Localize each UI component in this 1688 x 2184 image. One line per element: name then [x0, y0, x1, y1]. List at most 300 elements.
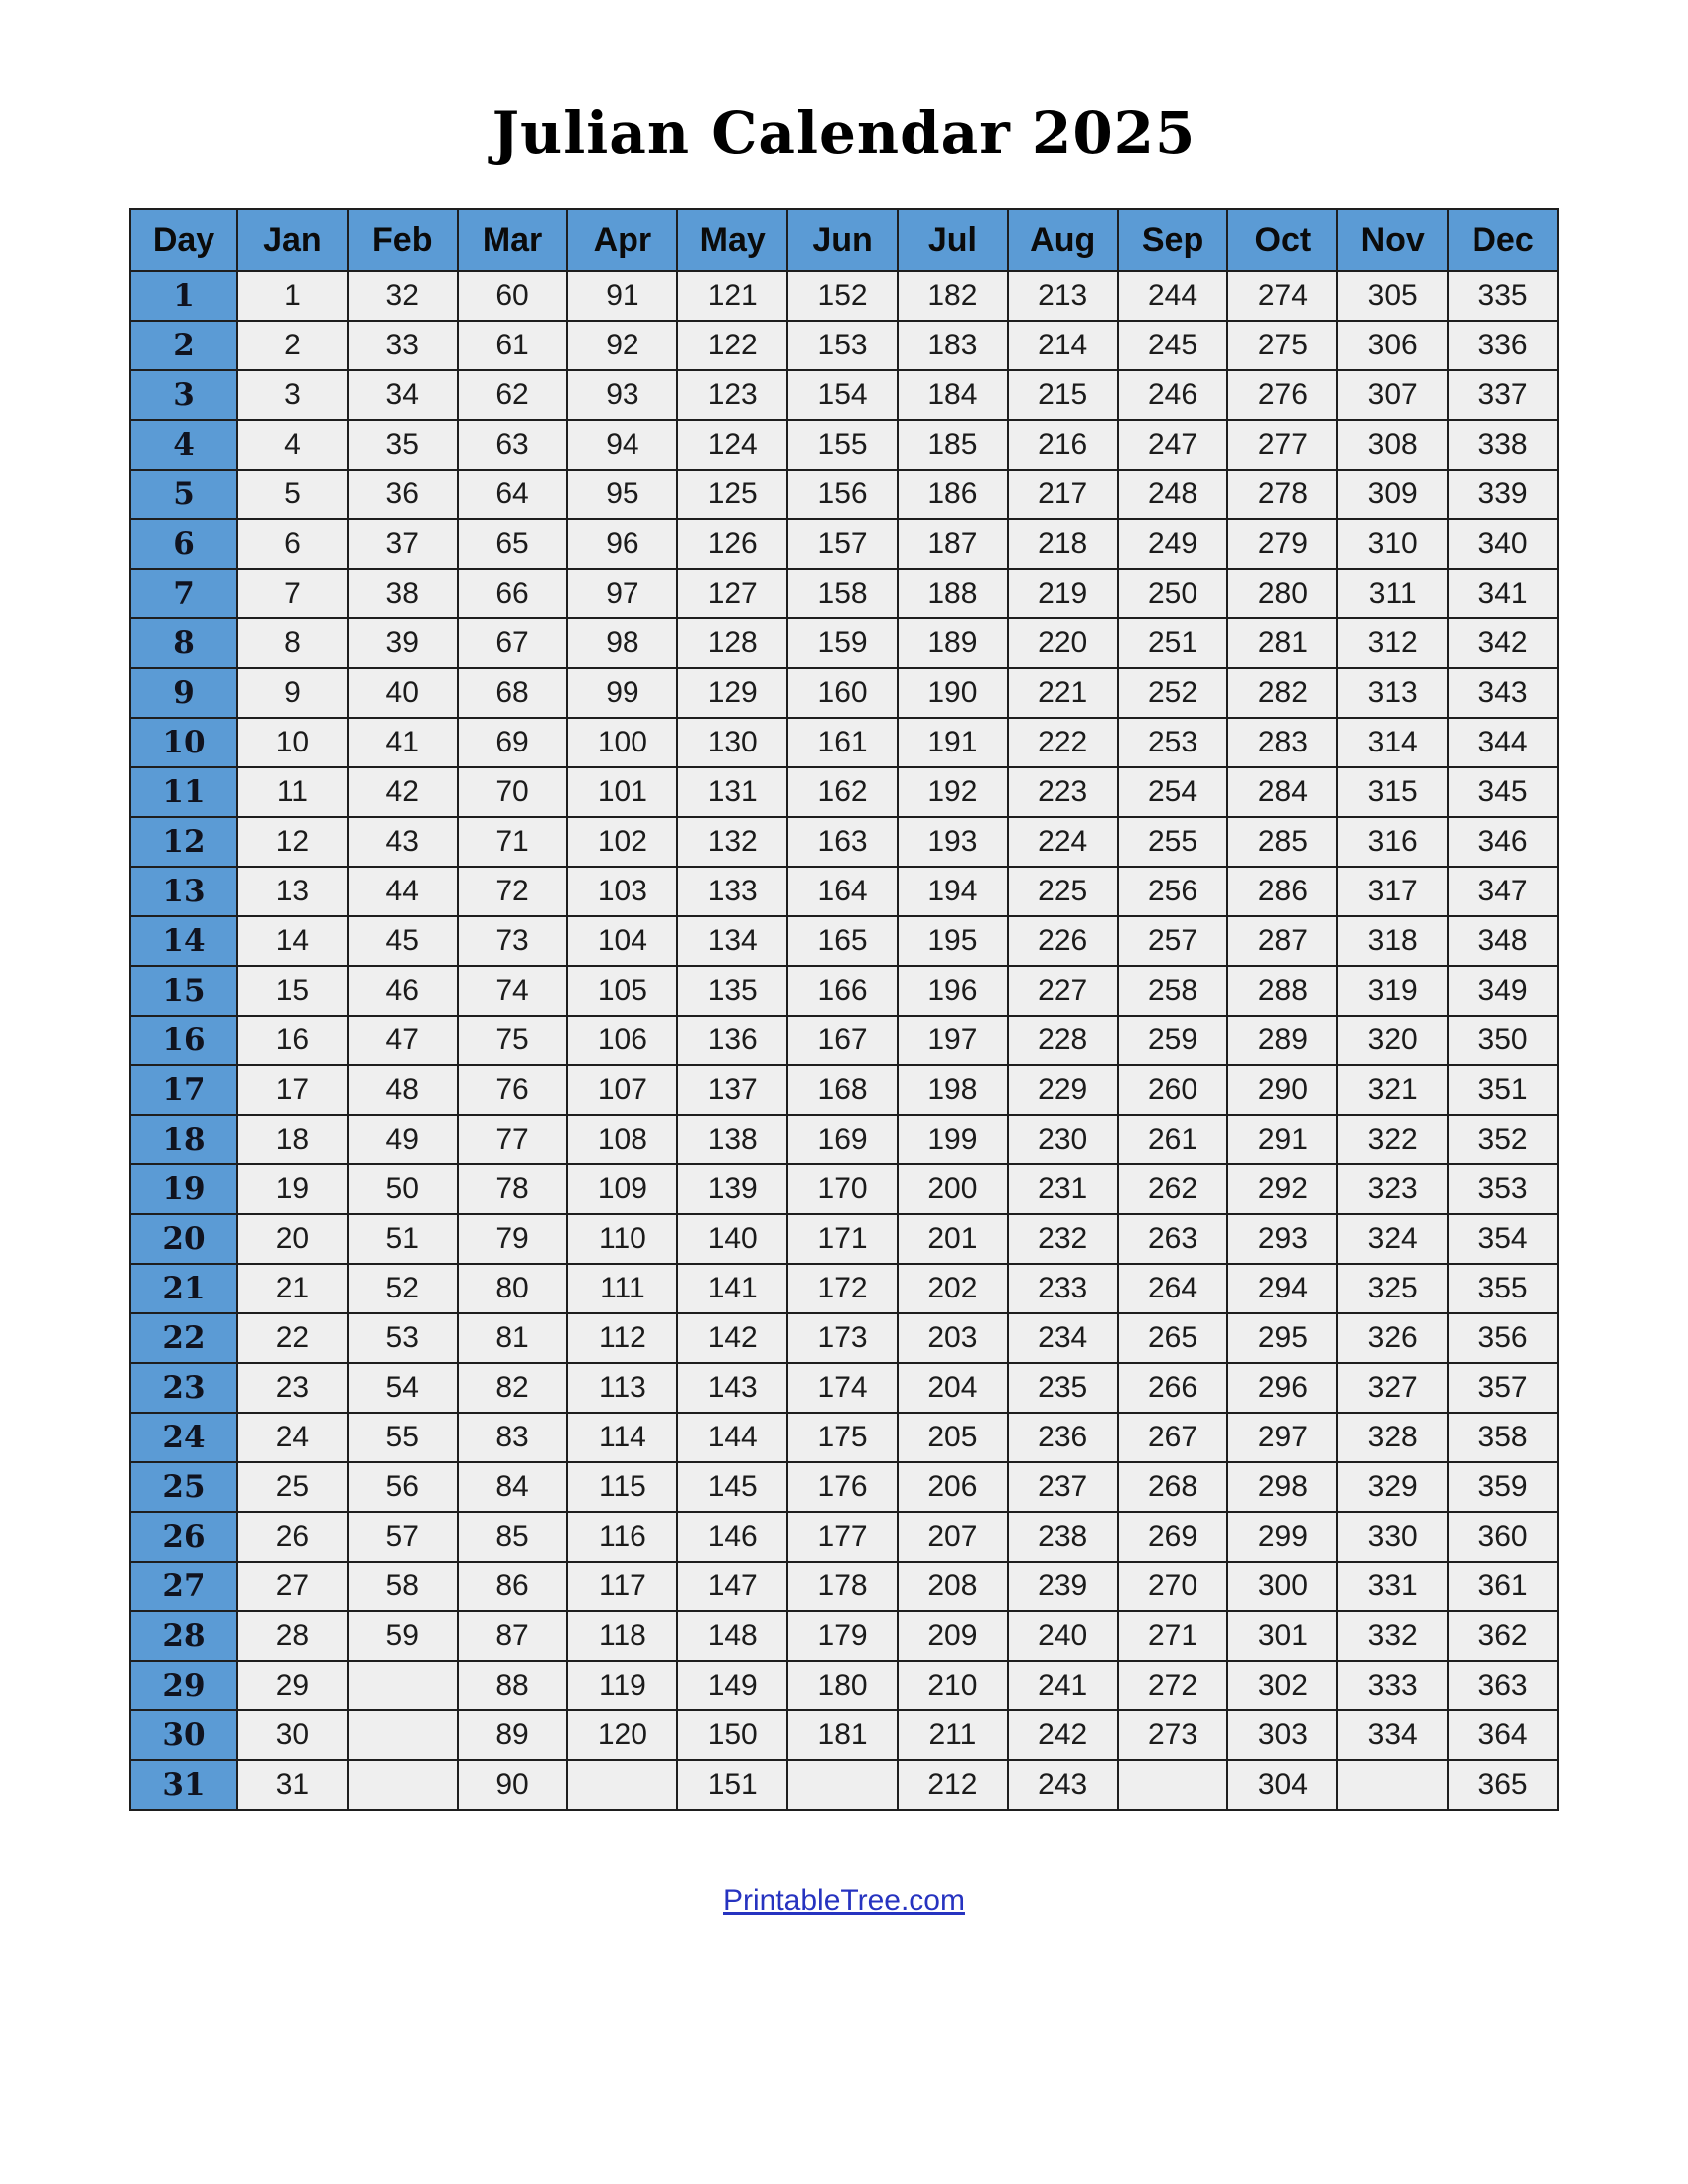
header-month-dec: Dec — [1448, 209, 1558, 271]
julian-day-cell: 103 — [567, 867, 677, 916]
day-cell: 11 — [130, 767, 237, 817]
julian-day-cell: 189 — [898, 618, 1008, 668]
julian-day-cell: 360 — [1448, 1512, 1558, 1562]
julian-day-cell: 264 — [1118, 1264, 1228, 1313]
julian-day-cell: 247 — [1118, 420, 1228, 470]
julian-day-cell: 139 — [677, 1164, 787, 1214]
julian-day-cell: 214 — [1008, 321, 1118, 370]
julian-day-cell: 118 — [567, 1611, 677, 1661]
julian-day-cell: 176 — [787, 1462, 898, 1512]
julian-day-cell: 89 — [458, 1710, 568, 1760]
julian-day-cell: 19 — [237, 1164, 348, 1214]
julian-day-cell: 127 — [677, 569, 787, 618]
julian-day-cell: 278 — [1227, 470, 1337, 519]
julian-day-cell: 181 — [787, 1710, 898, 1760]
julian-day-cell: 262 — [1118, 1164, 1228, 1214]
julian-day-cell: 284 — [1227, 767, 1337, 817]
julian-day-cell: 90 — [458, 1760, 568, 1810]
day-cell: 15 — [130, 966, 237, 1016]
julian-day-cell: 231 — [1008, 1164, 1118, 1214]
julian-day-cell: 136 — [677, 1016, 787, 1065]
julian-day-cell: 290 — [1227, 1065, 1337, 1115]
header-month-nov: Nov — [1337, 209, 1448, 271]
day-cell: 13 — [130, 867, 237, 916]
day-cell: 22 — [130, 1313, 237, 1363]
julian-day-cell: 172 — [787, 1264, 898, 1313]
julian-day-cell: 359 — [1448, 1462, 1558, 1512]
julian-day-cell: 218 — [1008, 519, 1118, 569]
day-cell: 7 — [130, 569, 237, 618]
julian-day-cell: 215 — [1008, 370, 1118, 420]
julian-day-cell: 26 — [237, 1512, 348, 1562]
julian-day-cell: 223 — [1008, 767, 1118, 817]
julian-day-cell: 94 — [567, 420, 677, 470]
day-cell: 3 — [130, 370, 237, 420]
julian-day-cell: 29 — [237, 1661, 348, 1710]
julian-day-cell: 345 — [1448, 767, 1558, 817]
julian-day-cell: 58 — [348, 1562, 458, 1611]
julian-day-cell: 82 — [458, 1363, 568, 1413]
julian-day-cell: 79 — [458, 1214, 568, 1264]
table-row — [130, 867, 1558, 916]
julian-day-cell: 236 — [1008, 1413, 1118, 1462]
julian-day-cell: 273 — [1118, 1710, 1228, 1760]
julian-day-cell: 132 — [677, 817, 787, 867]
julian-day-cell: 207 — [898, 1512, 1008, 1562]
julian-day-cell: 272 — [1118, 1661, 1228, 1710]
julian-day-cell: 282 — [1227, 668, 1337, 718]
table-body — [130, 271, 1558, 1810]
julian-day-cell: 67 — [458, 618, 568, 668]
julian-day-cell: 263 — [1118, 1214, 1228, 1264]
julian-day-cell: 235 — [1008, 1363, 1118, 1413]
julian-day-cell: 306 — [1337, 321, 1448, 370]
julian-day-cell: 166 — [787, 966, 898, 1016]
julian-day-cell: 47 — [348, 1016, 458, 1065]
julian-day-cell: 326 — [1337, 1313, 1448, 1363]
julian-day-cell: 108 — [567, 1115, 677, 1164]
julian-day-cell: 230 — [1008, 1115, 1118, 1164]
julian-day-cell: 111 — [567, 1264, 677, 1313]
julian-day-cell: 7 — [237, 569, 348, 618]
julian-day-cell: 138 — [677, 1115, 787, 1164]
table-row — [130, 817, 1558, 867]
julian-day-cell: 234 — [1008, 1313, 1118, 1363]
day-cell: 30 — [130, 1710, 237, 1760]
julian-day-cell: 265 — [1118, 1313, 1228, 1363]
julian-day-cell: 187 — [898, 519, 1008, 569]
julian-day-cell: 315 — [1337, 767, 1448, 817]
table-row — [130, 1661, 1558, 1710]
julian-day-cell: 53 — [348, 1313, 458, 1363]
julian-day-cell: 62 — [458, 370, 568, 420]
julian-day-cell: 188 — [898, 569, 1008, 618]
julian-day-cell: 237 — [1008, 1462, 1118, 1512]
julian-day-cell: 87 — [458, 1611, 568, 1661]
table-row — [130, 470, 1558, 519]
table-row — [130, 1264, 1558, 1313]
julian-day-cell: 167 — [787, 1016, 898, 1065]
header-month-jan: Jan — [237, 209, 348, 271]
julian-day-cell: 322 — [1337, 1115, 1448, 1164]
julian-day-cell: 15 — [237, 966, 348, 1016]
julian-day-cell: 191 — [898, 718, 1008, 767]
header-day: Day — [130, 209, 237, 271]
julian-day-cell: 69 — [458, 718, 568, 767]
julian-day-cell: 203 — [898, 1313, 1008, 1363]
julian-day-cell: 340 — [1448, 519, 1558, 569]
julian-day-cell: 60 — [458, 271, 568, 321]
julian-day-cell: 217 — [1008, 470, 1118, 519]
table-row — [130, 1115, 1558, 1164]
julian-day-cell: 202 — [898, 1264, 1008, 1313]
julian-day-cell: 9 — [237, 668, 348, 718]
julian-day-cell: 145 — [677, 1462, 787, 1512]
julian-day-cell: 255 — [1118, 817, 1228, 867]
julian-day-cell: 133 — [677, 867, 787, 916]
julian-day-cell: 35 — [348, 420, 458, 470]
julian-day-cell: 347 — [1448, 867, 1558, 916]
julian-day-cell: 147 — [677, 1562, 787, 1611]
day-cell: 17 — [130, 1065, 237, 1115]
julian-day-cell: 309 — [1337, 470, 1448, 519]
julian-day-cell: 241 — [1008, 1661, 1118, 1710]
julian-day-cell: 150 — [677, 1710, 787, 1760]
day-cell: 1 — [130, 271, 237, 321]
julian-day-cell: 156 — [787, 470, 898, 519]
table-row — [130, 1760, 1558, 1810]
table-row — [130, 321, 1558, 370]
julian-day-cell: 341 — [1448, 569, 1558, 618]
julian-day-cell: 251 — [1118, 618, 1228, 668]
header-month-apr: Apr — [567, 209, 677, 271]
julian-calendar-table — [129, 208, 1559, 1811]
empty-cell — [567, 1760, 677, 1810]
julian-day-cell: 3 — [237, 370, 348, 420]
julian-day-cell: 39 — [348, 618, 458, 668]
footer — [0, 1884, 1688, 1918]
julian-day-cell: 328 — [1337, 1413, 1448, 1462]
julian-day-cell: 46 — [348, 966, 458, 1016]
julian-day-cell: 1 — [237, 271, 348, 321]
julian-day-cell: 122 — [677, 321, 787, 370]
julian-day-cell: 68 — [458, 668, 568, 718]
julian-day-cell: 142 — [677, 1313, 787, 1363]
day-cell: 24 — [130, 1413, 237, 1462]
julian-day-cell: 105 — [567, 966, 677, 1016]
julian-day-cell: 66 — [458, 569, 568, 618]
julian-day-cell: 352 — [1448, 1115, 1558, 1164]
julian-day-cell: 146 — [677, 1512, 787, 1562]
day-cell: 18 — [130, 1115, 237, 1164]
julian-day-cell: 338 — [1448, 420, 1558, 470]
julian-day-cell: 205 — [898, 1413, 1008, 1462]
julian-day-cell: 324 — [1337, 1214, 1448, 1264]
julian-day-cell: 37 — [348, 519, 458, 569]
julian-day-cell: 112 — [567, 1313, 677, 1363]
julian-day-cell: 297 — [1227, 1413, 1337, 1462]
table-row — [130, 1512, 1558, 1562]
julian-day-cell: 24 — [237, 1413, 348, 1462]
julian-day-cell: 193 — [898, 817, 1008, 867]
day-cell: 8 — [130, 618, 237, 668]
table-row — [130, 1413, 1558, 1462]
julian-day-cell: 185 — [898, 420, 1008, 470]
julian-day-cell: 36 — [348, 470, 458, 519]
julian-day-cell: 135 — [677, 966, 787, 1016]
julian-day-cell: 43 — [348, 817, 458, 867]
julian-day-cell: 343 — [1448, 668, 1558, 718]
julian-day-cell: 194 — [898, 867, 1008, 916]
julian-day-cell: 267 — [1118, 1413, 1228, 1462]
julian-day-cell: 213 — [1008, 271, 1118, 321]
julian-day-cell: 78 — [458, 1164, 568, 1214]
julian-day-cell: 302 — [1227, 1661, 1337, 1710]
table-row — [130, 519, 1558, 569]
julian-day-cell: 355 — [1448, 1264, 1558, 1313]
julian-day-cell: 219 — [1008, 569, 1118, 618]
julian-day-cell: 197 — [898, 1016, 1008, 1065]
day-cell: 23 — [130, 1363, 237, 1413]
julian-day-cell: 289 — [1227, 1016, 1337, 1065]
julian-day-cell: 180 — [787, 1661, 898, 1710]
julian-day-cell: 174 — [787, 1363, 898, 1413]
julian-day-cell: 221 — [1008, 668, 1118, 718]
header-month-mar: Mar — [458, 209, 568, 271]
julian-day-cell: 173 — [787, 1313, 898, 1363]
julian-day-cell: 346 — [1448, 817, 1558, 867]
julian-day-cell: 285 — [1227, 817, 1337, 867]
day-cell: 28 — [130, 1611, 237, 1661]
julian-day-cell: 41 — [348, 718, 458, 767]
julian-day-cell: 116 — [567, 1512, 677, 1562]
julian-day-cell: 356 — [1448, 1313, 1558, 1363]
julian-day-cell: 97 — [567, 569, 677, 618]
day-cell: 26 — [130, 1512, 237, 1562]
julian-day-cell: 288 — [1227, 966, 1337, 1016]
julian-day-cell: 50 — [348, 1164, 458, 1214]
table-row — [130, 1313, 1558, 1363]
julian-day-cell: 192 — [898, 767, 1008, 817]
julian-day-cell: 160 — [787, 668, 898, 718]
julian-day-cell: 153 — [787, 321, 898, 370]
julian-day-cell: 281 — [1227, 618, 1337, 668]
julian-day-cell: 292 — [1227, 1164, 1337, 1214]
julian-day-cell: 11 — [237, 767, 348, 817]
julian-day-cell: 266 — [1118, 1363, 1228, 1413]
julian-day-cell: 357 — [1448, 1363, 1558, 1413]
julian-day-cell: 104 — [567, 916, 677, 966]
julian-day-cell: 110 — [567, 1214, 677, 1264]
julian-day-cell: 63 — [458, 420, 568, 470]
day-cell: 9 — [130, 668, 237, 718]
julian-day-cell: 49 — [348, 1115, 458, 1164]
julian-day-cell: 276 — [1227, 370, 1337, 420]
julian-day-cell: 52 — [348, 1264, 458, 1313]
julian-day-cell: 55 — [348, 1413, 458, 1462]
julian-day-cell: 71 — [458, 817, 568, 867]
julian-day-cell: 99 — [567, 668, 677, 718]
julian-day-cell: 199 — [898, 1115, 1008, 1164]
julian-day-cell: 349 — [1448, 966, 1558, 1016]
julian-day-cell: 331 — [1337, 1562, 1448, 1611]
empty-cell — [1337, 1760, 1448, 1810]
julian-day-cell: 238 — [1008, 1512, 1118, 1562]
julian-day-cell: 327 — [1337, 1363, 1448, 1413]
julian-day-cell: 106 — [567, 1016, 677, 1065]
empty-cell — [787, 1760, 898, 1810]
julian-day-cell: 56 — [348, 1462, 458, 1512]
julian-day-cell: 330 — [1337, 1512, 1448, 1562]
julian-day-cell: 155 — [787, 420, 898, 470]
julian-day-cell: 64 — [458, 470, 568, 519]
printabletree-link[interactable]: PrintableTree.com — [723, 1884, 965, 1917]
julian-day-cell: 254 — [1118, 767, 1228, 817]
julian-day-cell: 239 — [1008, 1562, 1118, 1611]
header-month-aug: Aug — [1008, 209, 1118, 271]
julian-day-cell: 30 — [237, 1710, 348, 1760]
julian-day-cell: 51 — [348, 1214, 458, 1264]
julian-day-cell: 107 — [567, 1065, 677, 1115]
julian-day-cell: 84 — [458, 1462, 568, 1512]
empty-cell — [348, 1661, 458, 1710]
julian-day-cell: 271 — [1118, 1611, 1228, 1661]
julian-day-cell: 216 — [1008, 420, 1118, 470]
julian-day-cell: 128 — [677, 618, 787, 668]
julian-day-cell: 6 — [237, 519, 348, 569]
day-cell: 25 — [130, 1462, 237, 1512]
julian-day-cell: 304 — [1227, 1760, 1337, 1810]
julian-day-cell: 342 — [1448, 618, 1558, 668]
julian-day-cell: 358 — [1448, 1413, 1558, 1462]
julian-day-cell: 220 — [1008, 618, 1118, 668]
julian-day-cell: 148 — [677, 1611, 787, 1661]
julian-day-cell: 42 — [348, 767, 458, 817]
julian-day-cell: 93 — [567, 370, 677, 420]
julian-day-cell: 109 — [567, 1164, 677, 1214]
day-cell: 31 — [130, 1760, 237, 1810]
julian-day-cell: 177 — [787, 1512, 898, 1562]
julian-day-cell: 305 — [1337, 271, 1448, 321]
julian-day-cell: 141 — [677, 1264, 787, 1313]
julian-day-cell: 115 — [567, 1462, 677, 1512]
day-cell: 27 — [130, 1562, 237, 1611]
julian-day-cell: 95 — [567, 470, 677, 519]
julian-day-cell: 149 — [677, 1661, 787, 1710]
julian-day-cell: 77 — [458, 1115, 568, 1164]
table-row — [130, 1016, 1558, 1065]
table-row — [130, 1710, 1558, 1760]
julian-day-cell: 126 — [677, 519, 787, 569]
julian-day-cell: 76 — [458, 1065, 568, 1115]
table-row — [130, 966, 1558, 1016]
julian-day-cell: 80 — [458, 1264, 568, 1313]
julian-day-cell: 169 — [787, 1115, 898, 1164]
julian-day-cell: 283 — [1227, 718, 1337, 767]
julian-day-cell: 198 — [898, 1065, 1008, 1115]
table-row — [130, 1562, 1558, 1611]
day-cell: 29 — [130, 1661, 237, 1710]
julian-day-cell: 224 — [1008, 817, 1118, 867]
header-row — [130, 209, 1558, 271]
julian-day-cell: 307 — [1337, 370, 1448, 420]
julian-day-cell: 157 — [787, 519, 898, 569]
julian-day-cell: 201 — [898, 1214, 1008, 1264]
julian-day-cell: 158 — [787, 569, 898, 618]
julian-day-cell: 252 — [1118, 668, 1228, 718]
julian-day-cell: 209 — [898, 1611, 1008, 1661]
julian-day-cell: 244 — [1118, 271, 1228, 321]
julian-day-cell: 243 — [1008, 1760, 1118, 1810]
julian-day-cell: 260 — [1118, 1065, 1228, 1115]
julian-day-cell: 298 — [1227, 1462, 1337, 1512]
julian-day-cell: 246 — [1118, 370, 1228, 420]
julian-day-cell: 277 — [1227, 420, 1337, 470]
julian-day-cell: 270 — [1118, 1562, 1228, 1611]
table-row — [130, 1164, 1558, 1214]
julian-day-cell: 83 — [458, 1413, 568, 1462]
julian-day-cell: 34 — [348, 370, 458, 420]
julian-day-cell: 332 — [1337, 1611, 1448, 1661]
julian-day-cell: 23 — [237, 1363, 348, 1413]
julian-day-cell: 10 — [237, 718, 348, 767]
julian-day-cell: 299 — [1227, 1512, 1337, 1562]
julian-day-cell: 195 — [898, 916, 1008, 966]
julian-day-cell: 184 — [898, 370, 1008, 420]
table-row — [130, 1611, 1558, 1661]
header-month-may: May — [677, 209, 787, 271]
julian-day-cell: 140 — [677, 1214, 787, 1264]
julian-day-cell: 274 — [1227, 271, 1337, 321]
julian-day-cell: 348 — [1448, 916, 1558, 966]
julian-day-cell: 225 — [1008, 867, 1118, 916]
julian-day-cell: 144 — [677, 1413, 787, 1462]
julian-day-cell: 91 — [567, 271, 677, 321]
julian-day-cell: 8 — [237, 618, 348, 668]
julian-day-cell: 329 — [1337, 1462, 1448, 1512]
julian-day-cell: 325 — [1337, 1264, 1448, 1313]
julian-day-cell: 137 — [677, 1065, 787, 1115]
julian-day-cell: 333 — [1337, 1661, 1448, 1710]
julian-day-cell: 159 — [787, 618, 898, 668]
julian-day-cell: 38 — [348, 569, 458, 618]
julian-day-cell: 143 — [677, 1363, 787, 1413]
julian-day-cell: 279 — [1227, 519, 1337, 569]
julian-day-cell: 344 — [1448, 718, 1558, 767]
julian-day-cell: 248 — [1118, 470, 1228, 519]
julian-day-cell: 308 — [1337, 420, 1448, 470]
julian-day-cell: 295 — [1227, 1313, 1337, 1363]
julian-day-cell: 336 — [1448, 321, 1558, 370]
julian-day-cell: 296 — [1227, 1363, 1337, 1413]
julian-day-cell: 31 — [237, 1760, 348, 1810]
julian-day-cell: 179 — [787, 1611, 898, 1661]
empty-cell — [348, 1760, 458, 1810]
julian-day-cell: 294 — [1227, 1264, 1337, 1313]
julian-day-cell: 210 — [898, 1661, 1008, 1710]
julian-day-cell: 161 — [787, 718, 898, 767]
julian-day-cell: 200 — [898, 1164, 1008, 1214]
julian-day-cell: 222 — [1008, 718, 1118, 767]
julian-day-cell: 44 — [348, 867, 458, 916]
julian-day-cell: 206 — [898, 1462, 1008, 1512]
julian-day-cell: 301 — [1227, 1611, 1337, 1661]
julian-day-cell: 350 — [1448, 1016, 1558, 1065]
julian-day-cell: 13 — [237, 867, 348, 916]
julian-day-cell: 28 — [237, 1611, 348, 1661]
day-cell: 14 — [130, 916, 237, 966]
julian-day-cell: 92 — [567, 321, 677, 370]
